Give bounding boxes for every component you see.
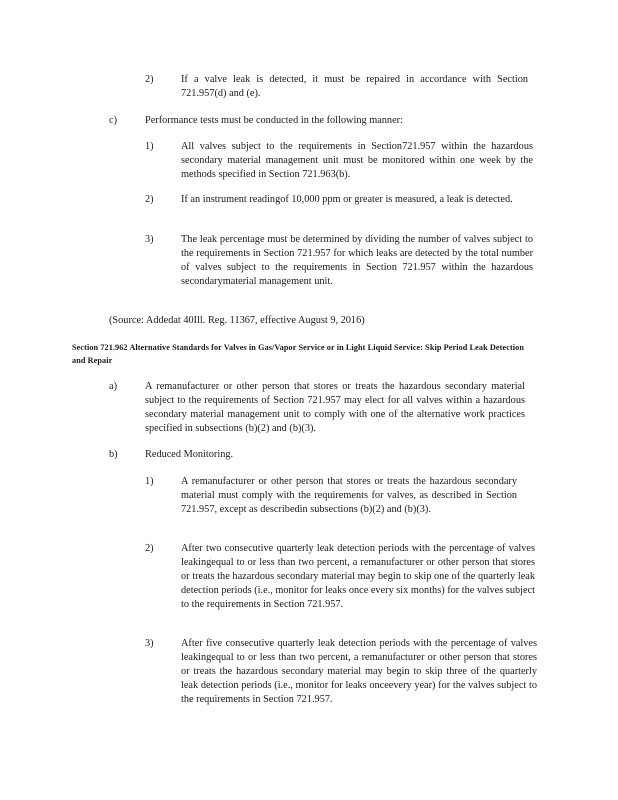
item-number: 3) <box>145 234 154 245</box>
paragraph-text: The leak percentage must be determined by dividing the number of valves subject to the requirements in Section 721.957 for which leaks are detected by the total number of valves subject to the requirements in Section 721.957 within the hazardous secondarymaterial management unit. <box>181 234 533 287</box>
item-number: 2) <box>145 194 154 205</box>
paragraph-text: If a valve leak is detected, it must be repaired in accordance with Section 721.957(d) and (e). <box>181 74 528 99</box>
paragraph-text: Reduced Monitoring. <box>145 449 234 460</box>
paragraph-text: After five consecutive quarterly leak detection periods with the percentage of valves leakingequal to or less than two percent, a remanufacturer or other person that stores or treats the hazardous secondary material may begin to skip three of the quarterly leak detection periods (i.e., monitor for leaks onceevery year) for the valves subject to the requirements in Section 721.957. <box>181 638 537 705</box>
item-number: 2) <box>145 543 154 554</box>
item-number: 2) <box>145 74 154 85</box>
item-number: 3) <box>145 638 154 649</box>
item-number: 1) <box>145 476 154 487</box>
paragraph-text: If an instrument readingof 10,000 ppm or greater is measured, a leak is detected. <box>181 194 513 205</box>
item-number: 1) <box>145 141 154 152</box>
paragraph-text: Performance tests must be conducted in the following manner: <box>145 115 403 126</box>
item-number: a) <box>109 381 117 392</box>
paragraph-text: All valves subject to the requirements in Section721.957 within the hazardous secondary material management unit must be monitored within one week by the methods specified in Section 721.963(b). <box>181 141 533 180</box>
paragraph-text: A remanufacturer or other person that stores or treats the hazardous secondary material must comply with the requirements for valves, as described in Section 721.957, except as describedin subsections (b)(2) and (b)(3). <box>181 476 517 515</box>
item-number: b) <box>109 449 118 460</box>
item-number: c) <box>109 115 117 126</box>
paragraph-text: A remanufacturer or other person that stores or treats the hazardous secondary material subject to the requirements of Section 721.957 may elect for all valves within a hazardous secondary material management unit to comply with one of the alternative work practices specified in subsections (b)(2) and (b)(3). <box>145 381 525 434</box>
paragraph-text: After two consecutive quarterly leak detection periods with the percentage of valves leakingequal to or less than two percent, a remanufacturer or other person that stores or treats the hazardous secondary material may begin to skip one of the quarterly leak detection periods (i.e., monitor for leaks once every six months) for the valves subject to the requirements in Section 721.957. <box>181 543 535 610</box>
section-heading: Section 721.962 Alternative Standards for Valves in Gas/Vapor Service or in Light Liquid Service: Skip Period Leak Detection and Repair <box>72 343 524 365</box>
source-note-text: (Source: Addedat 40Ill. Reg. 11367, effective August 9, 2016) <box>109 315 365 326</box>
